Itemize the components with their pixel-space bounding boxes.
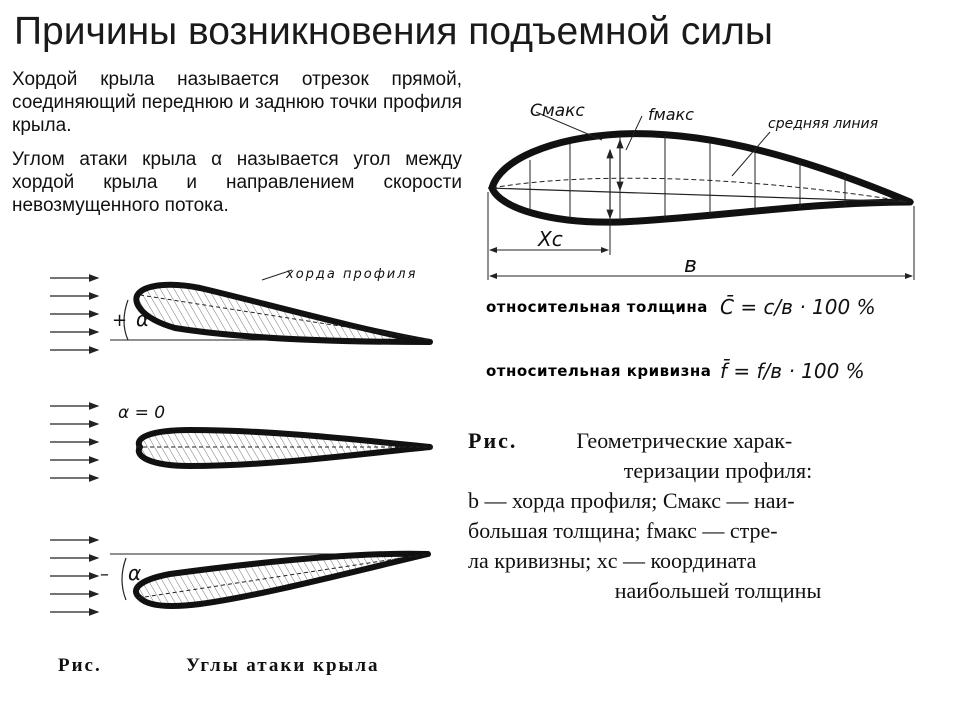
alpha-positive-label: α [136,307,150,331]
left-caption-text: Углы атаки крыла [186,655,380,676]
airfoil-positive-alpha [110,285,430,342]
left-caption-label: Рис. [58,655,102,676]
alpha-zero-label: α = 0 [118,403,166,423]
relative-thickness-formula: C̄ = c/в · 100 % [720,295,876,319]
mean-line-label: средняя линия [768,116,879,132]
c-max-label: Cмакс [530,101,585,121]
angles-of-attack-figure [0,240,470,650]
airfoil-negative-alpha [110,554,430,606]
f-max-label: fмакс [648,105,694,124]
page-title: Причины возникновения подъемной силы [14,10,773,53]
geometry-caption [468,426,908,606]
caption-line-2: теризации профиля: [623,458,813,483]
relative-thickness-label: относительная толщина [486,298,708,316]
profile-geometry-figure [470,90,920,400]
chord-b-label: в [684,253,697,278]
profile-shape [488,134,914,223]
flow-arrows-positive [50,278,98,350]
alpha-negative-label: α [128,561,142,585]
flow-arrows-zero [50,406,98,478]
chord-definition-text: Хордой крыла называется отрезок прямой, соединяющий переднюю и заднюю точки профиля крыла. [12,69,462,136]
airfoil-zero-alpha [136,430,432,466]
relative-camber-label: относительная кривизна [486,362,712,380]
relative-camber-formula: f̄ = f/в · 100 % [720,359,865,383]
minus-sign: – [100,564,109,585]
caption-line-4: большая толщина; fмакс — стре- [468,518,778,543]
angle-of-attack-definition-text: Углом атаки крыла α называется угол между хордой крыла и направлением скорости невозмущенного потока. [12,149,462,216]
xc-label: Xc [538,227,563,251]
caption-line-6: наибольшей толщины [614,578,822,603]
caption-line-1: Геометрические харак- [576,428,793,453]
flow-arrows-negative [50,540,98,612]
caption-label: Рис. [468,428,518,453]
caption-line-5: ла кривизны; xс — координата [468,548,757,573]
caption-line-3: b — хорда профиля; Cмакс — наи- [468,488,795,513]
chord-label: хорда профиля [286,267,418,282]
plus-sign: + [112,310,128,331]
